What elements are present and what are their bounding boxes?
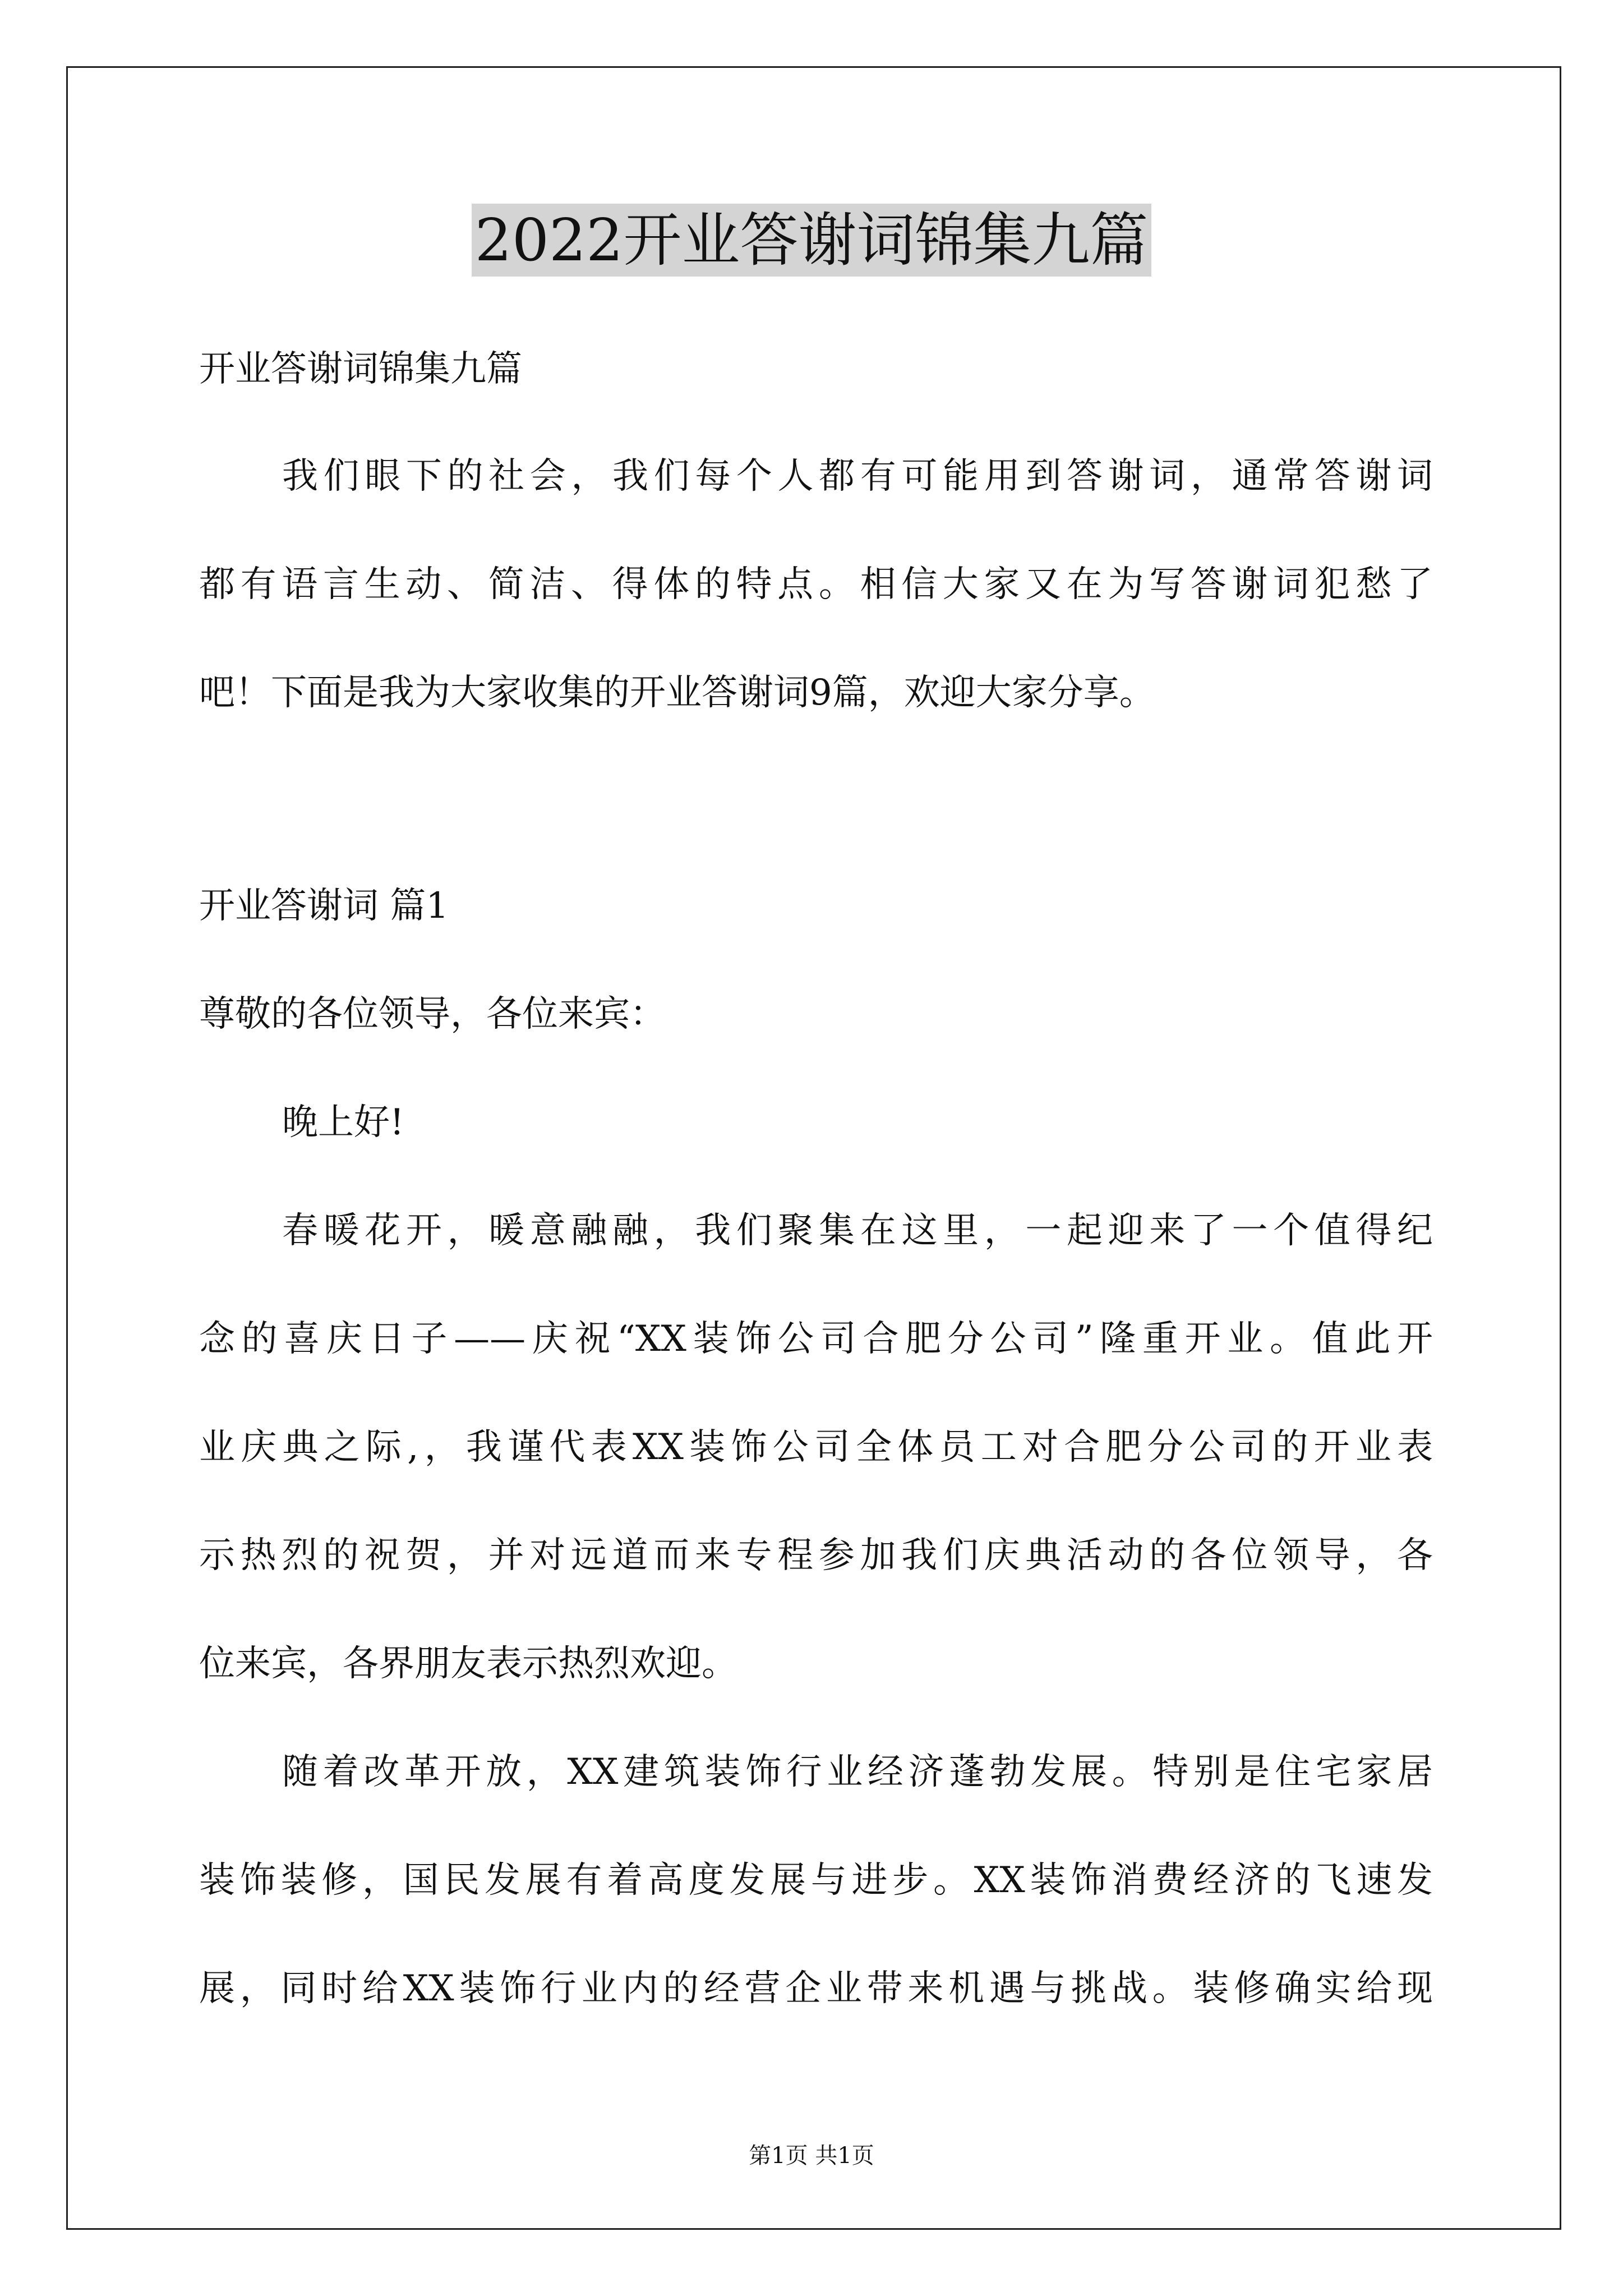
subtitle: 开业答谢词锦集九篇 (199, 348, 522, 390)
intro-line: 我们眼下的社会，我们每个人都有可能用到答谢词，通常答谢词 (282, 455, 1433, 497)
paragraph-line: 示热烈的祝贺，并对远道而来专程参加我们庆典活动的各位领导，各 (199, 1535, 1433, 1576)
paragraph-line: 业庆典之际,，我谨代表XX装饰公司全体员工对合肥分公司的开业表 (199, 1427, 1433, 1468)
paragraph-line: 春暖花开，暖意融融，我们聚集在这里，一起迎来了一个值得纪 (282, 1210, 1433, 1251)
paragraph-line: 念的喜庆日子——庆祝“XX装饰公司合肥分公司”隆重开业。值此开 (199, 1318, 1433, 1360)
intro-line: 都有语言生动、简洁、得体的特点。相信大家又在为写答谢词犯愁了 (199, 564, 1433, 605)
page-number: 第1页 共1页 (749, 2143, 874, 2169)
paragraph-line: 装饰装修，国民发展有着高度发展与进步。XX装饰消费经济的飞速发 (199, 1860, 1433, 1901)
paragraph-line: 展，同时给XX装饰行业内的经营企业带来机遇与挑战。装修确实给现 (199, 1968, 1433, 2009)
paragraph-line: 位来宾，各界朋友表示热烈欢迎。 (199, 1643, 737, 1685)
paragraph-line: 随着改革开放，XX建筑装饰行业经济蓬勃发展。特别是住宅家居 (282, 1751, 1433, 1793)
section-heading: 开业答谢词 篇1 (199, 885, 449, 927)
greeting: 晚上好! (282, 1102, 404, 1143)
document-title-text: 2022开业答谢词锦集九篇 (472, 204, 1152, 277)
salutation: 尊敬的各位领导，各位来宾： (199, 993, 666, 1035)
page-footer (0, 2140, 1623, 2171)
document-title (0, 204, 1623, 277)
intro-line: 吧！下面是我为大家收集的开业答谢词9篇，欢迎大家分享。 (199, 672, 1155, 714)
